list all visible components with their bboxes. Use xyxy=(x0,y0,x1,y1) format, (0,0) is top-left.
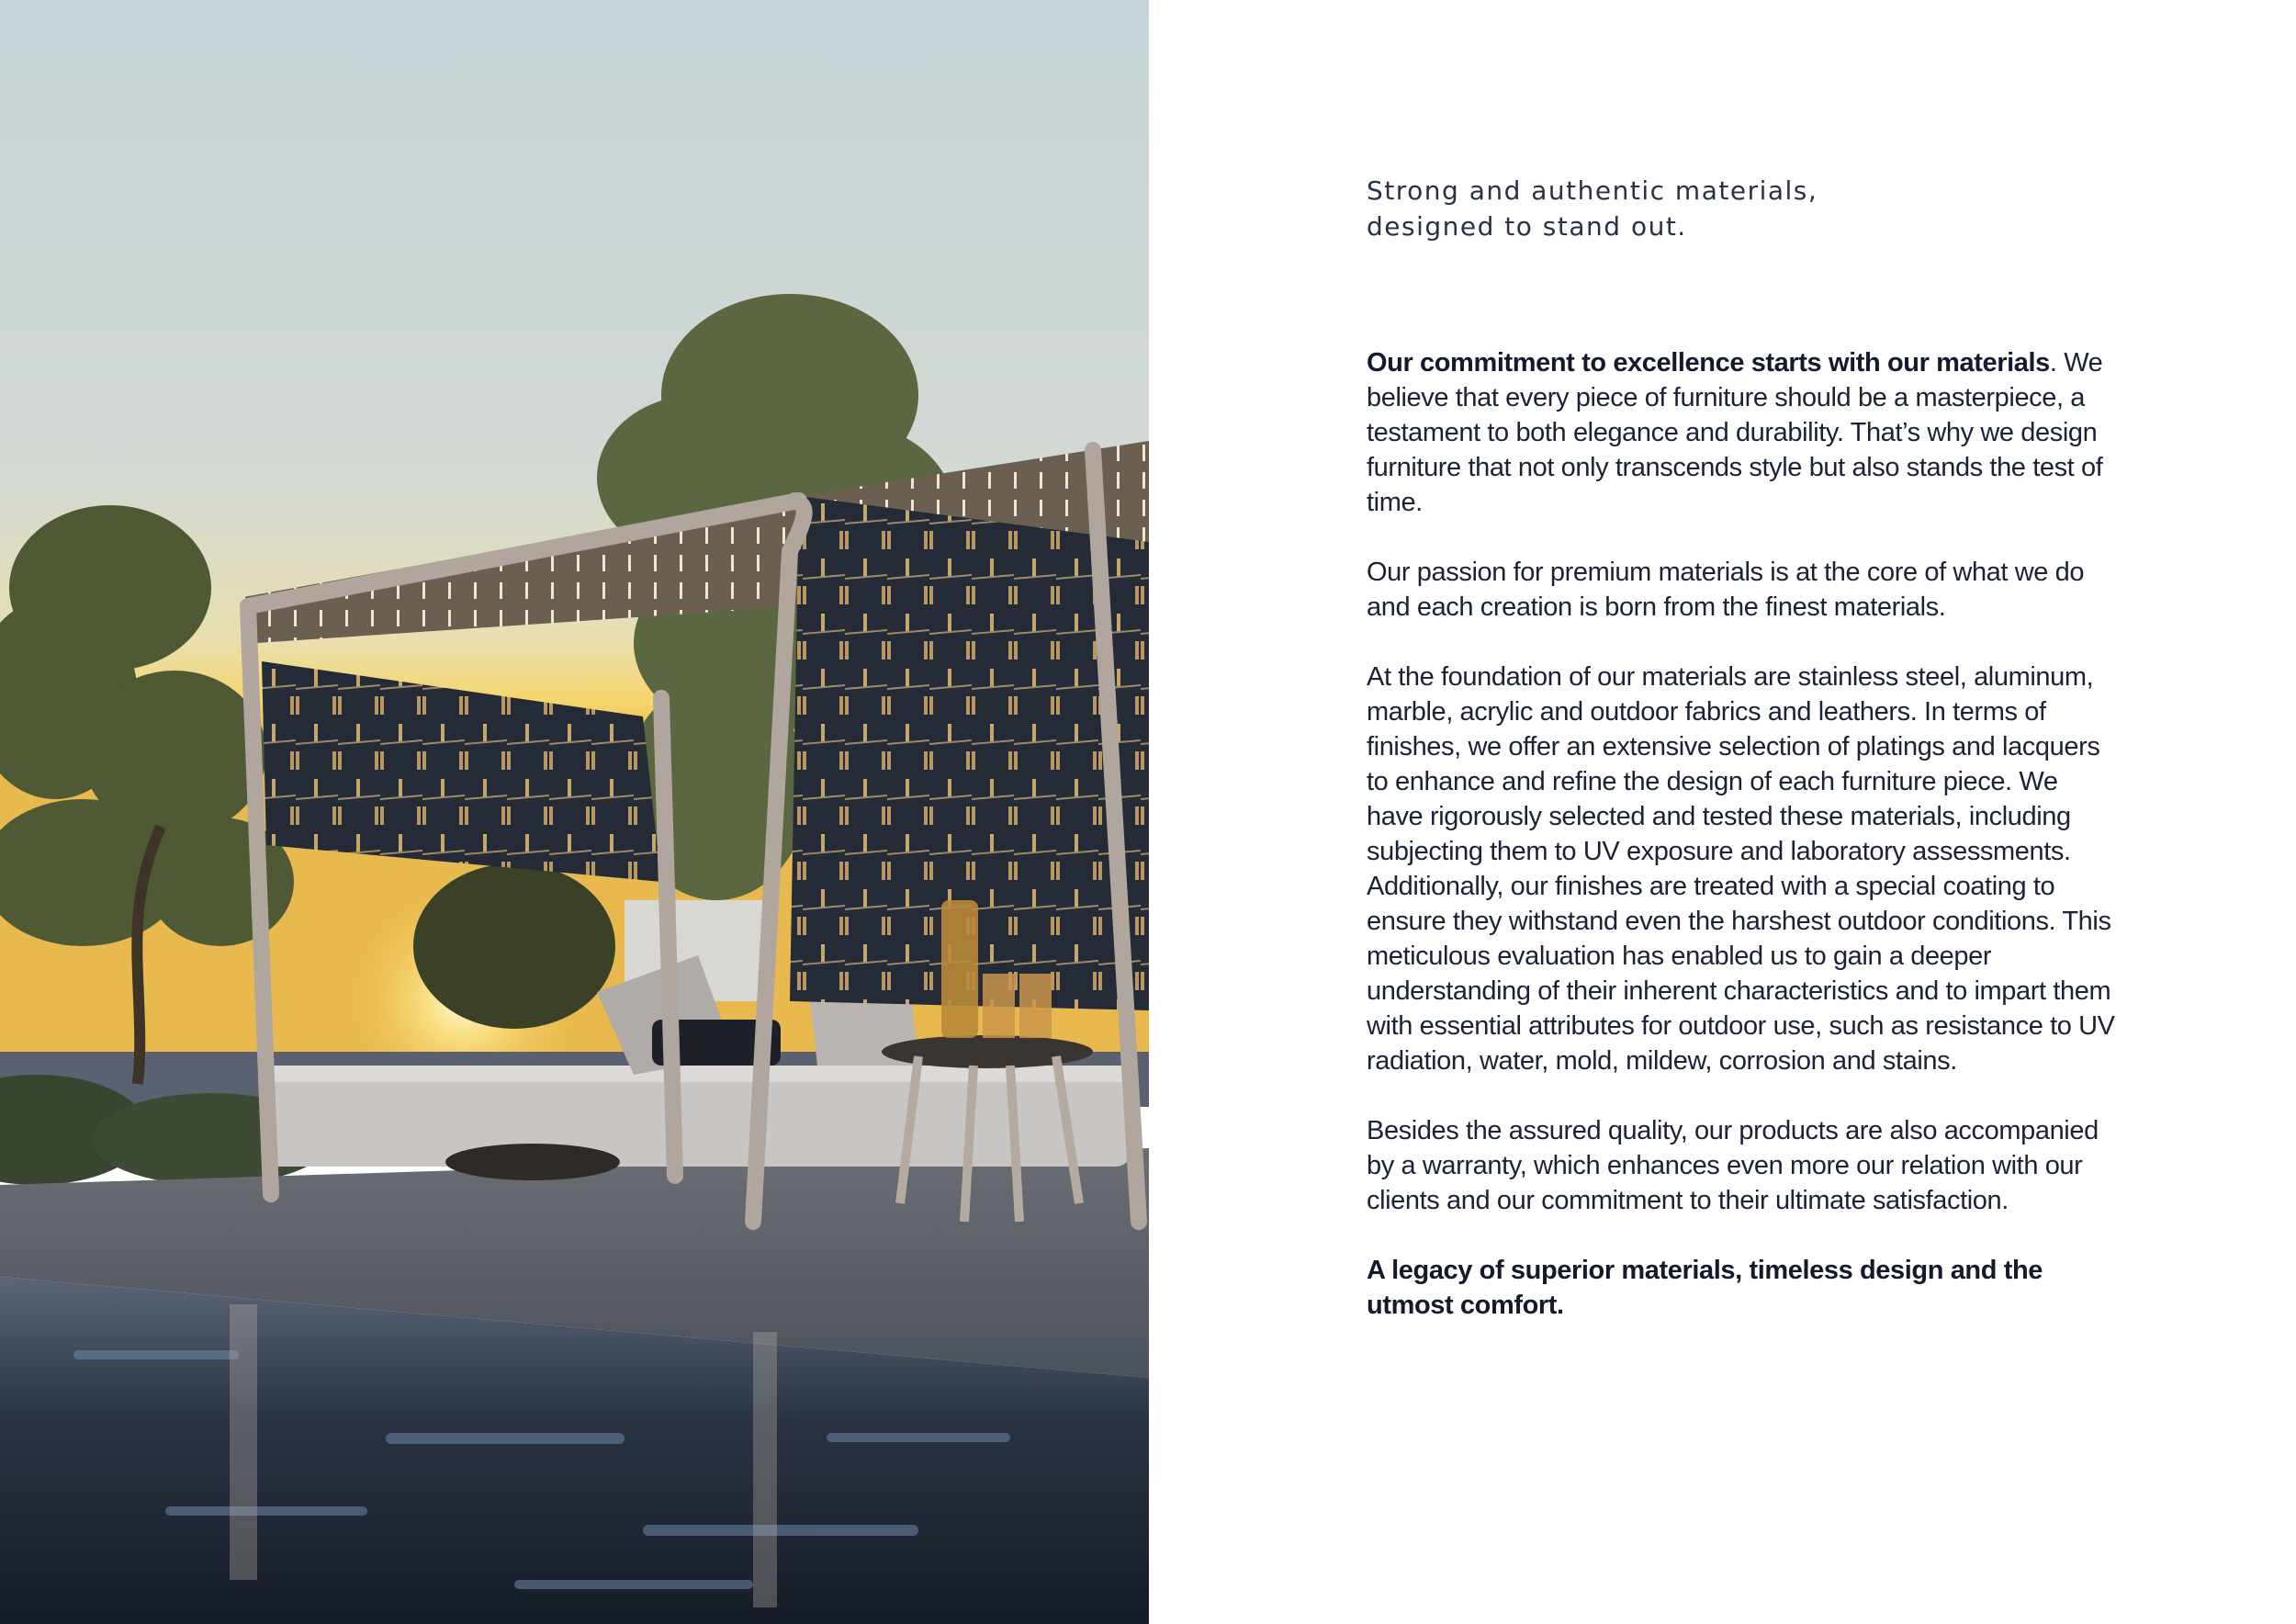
tagline-line-1: Strong and authentic materials, xyxy=(1367,175,1818,206)
paragraph-commitment-lead: Our commitment to excellence starts with our materials xyxy=(1367,348,2050,378)
paragraph-passion: Our passion for premium materials is at the core of what we do and each creation is born from the finest materials. xyxy=(1367,558,2085,622)
paragraph-warranty: Besides the assured quality, our products are also accompanied by a warranty, which enhances even more our relation with our clients and our commitment to their ultimate satisfaction. xyxy=(1367,1116,2099,1215)
tagline xyxy=(1367,173,2120,244)
paragraph-commitment xyxy=(1367,345,2120,520)
paragraph-foundation: At the foundation of our materials are stainless steel, aluminum, marble, acrylic and outdoor fabrics and leathers. In terms of finishes, we offer an extensive selection of platings and lacquers to enhance and refine the design of each furniture piece. We have rigorously selected and tested these materials, including subjecting them to UV exposure and laboratory assessments. Additionally, our finishes are treated with a special coating to ensure they withstand even the harshest outdoor conditions. This meticulous evaluation has enabled us to gain a deeper understanding of their inherent characteristics and to impart them with essential attributes for outdoor use, such as resistance to UV radiation, water, mold, mildew, corrosion and stains. xyxy=(1367,662,2115,1076)
closing-statement: A legacy of superior materials, timeless design and the utmost comfort. xyxy=(1367,1256,2043,1320)
body-copy xyxy=(1367,345,2120,1358)
tagline-line-2: designed to stand out. xyxy=(1367,211,1687,242)
paragraph-commitment-text: . We believe that every piece of furniture should be a masterpiece, a testament to both elegance and durability. That’s why we design furniture that not only transcends style but also stands the test of time. xyxy=(1367,348,2103,517)
